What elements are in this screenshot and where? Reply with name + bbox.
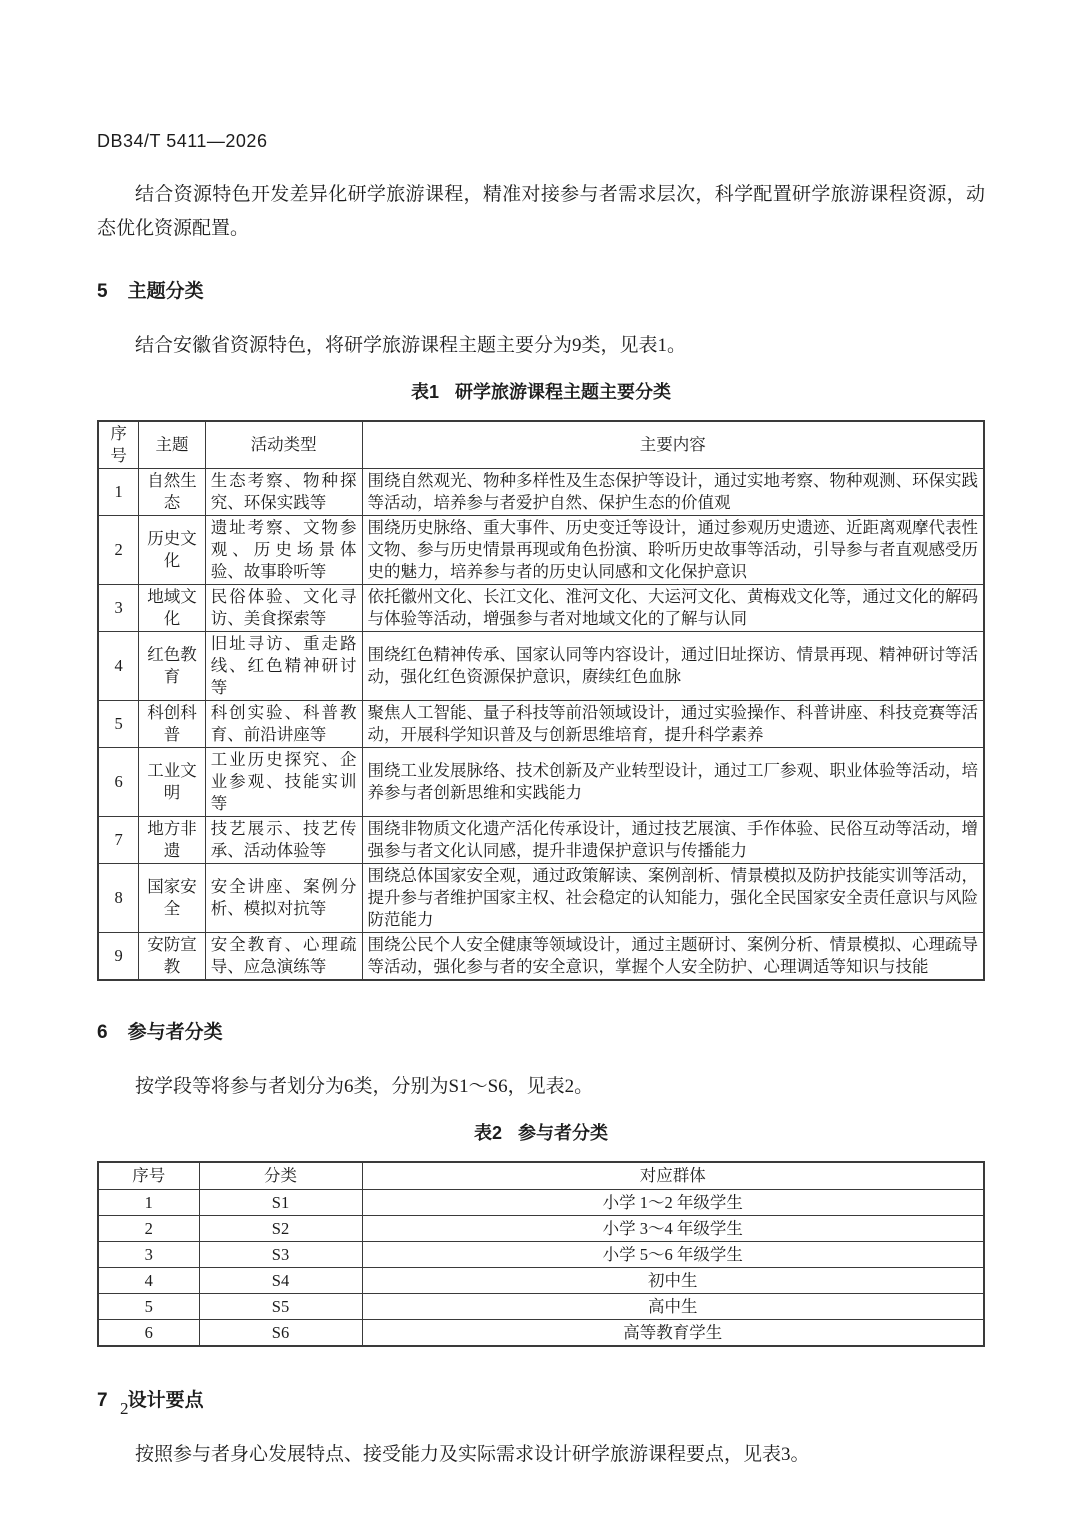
table-cell: 地域文化 xyxy=(139,585,205,632)
table-cell: 地方非遗 xyxy=(139,817,205,864)
participant-classification-table xyxy=(97,1161,985,1347)
table-cell: 历史文化 xyxy=(139,516,205,585)
table-cell: 自然生态 xyxy=(139,469,205,516)
table-row xyxy=(98,933,984,981)
table-cell: 围绕工业发展脉络、技术创新及产业转型设计，通过工厂参观、职业体验等活动，培养参与者创新思维和实践能力 xyxy=(362,748,984,817)
table-cell: 红色教育 xyxy=(139,632,205,701)
table-cell: 工业文明 xyxy=(139,748,205,817)
column-header: 分类 xyxy=(199,1162,362,1190)
table-cell: 旧址寻访、重走路线、红色精神研讨等 xyxy=(205,632,362,701)
table-cell: 依托徽州文化、长江文化、淮河文化、大运河文化、黄梅戏文化等，通过文化的解码与体验等活动，增强参与者对地域文化的了解与认同 xyxy=(362,585,984,632)
table-cell: 3 xyxy=(98,585,139,632)
table-cell: 3 xyxy=(98,1242,199,1268)
table-row xyxy=(98,1190,984,1216)
table-cell: 4 xyxy=(98,632,139,701)
table-cell: S3 xyxy=(199,1242,362,1268)
table-row xyxy=(98,585,984,632)
table-row xyxy=(98,1320,984,1347)
table-cell: 围绕历史脉络、重大事件、历史变迁等设计，通过参观历史遗迹、近距离观摩代表性文物、参与历史情景再现或角色扮演、聆听历史故事等活动，引导参与者直观感受历史的魅力，培养参与者的历史认同感和文化保护意识 xyxy=(362,516,984,585)
section-5-paragraph: 结合安徽省资源特色，将研学旅游课程主题主要分为9类，见表1。 xyxy=(135,335,687,356)
table-cell: 小学 1～2 年级学生 xyxy=(362,1190,984,1216)
table-cell: 6 xyxy=(98,1320,199,1347)
column-header: 序号 xyxy=(98,421,139,469)
table-cell: 1 xyxy=(98,469,139,516)
table-row xyxy=(98,1294,984,1320)
table-cell: 围绕总体国家安全观，通过政策解读、案例剖析、情景模拟及防护技能实训等活动，提升参与者维护国家主权、社会稳定的认知能力，强化全民国家安全责任意识与风险防范能力 xyxy=(362,864,984,933)
section-6-heading xyxy=(97,1021,985,1045)
table-cell: 1 xyxy=(98,1190,199,1216)
section-7-heading xyxy=(97,1389,985,1413)
table-cell: 8 xyxy=(98,864,139,933)
section-5-heading xyxy=(97,280,985,304)
table-cell: 民俗体验、文化寻访、美食探索等 xyxy=(205,585,362,632)
table-cell: 小学 3～4 年级学生 xyxy=(362,1216,984,1242)
table-header-row xyxy=(98,421,984,469)
table-cell: S1 xyxy=(199,1190,362,1216)
standard-number-header: DB34/T 5411—2026 xyxy=(97,131,268,151)
table-row xyxy=(98,632,984,701)
section-6-paragraph: 按学段等将参与者划分为6类，分别为S1～S6，见表2。 xyxy=(135,1076,594,1097)
table-cell: 6 xyxy=(98,748,139,817)
table-cell: 高中生 xyxy=(362,1294,984,1320)
table1-title-text: 研学旅游课程主题主要分类 xyxy=(455,382,671,402)
table-cell: S4 xyxy=(199,1268,362,1294)
table-row xyxy=(98,1216,984,1242)
table-cell: 安全教育、心理疏导、应急演练等 xyxy=(205,933,362,981)
table-cell: S6 xyxy=(199,1320,362,1347)
column-header: 对应群体 xyxy=(362,1162,984,1190)
table-row xyxy=(98,1268,984,1294)
page-number: 2 xyxy=(120,1399,129,1418)
table-cell: S2 xyxy=(199,1216,362,1242)
table-row xyxy=(98,701,984,748)
section-title: 主题分类 xyxy=(127,281,204,302)
table-row xyxy=(98,516,984,585)
table-cell: 遗址考察、文物参观、历史场景体验、故事聆听等 xyxy=(205,516,362,585)
column-header: 主题 xyxy=(139,421,205,469)
table-row xyxy=(98,864,984,933)
table-cell: 科创实验、科普教育、前沿讲座等 xyxy=(205,701,362,748)
section-number: 7 xyxy=(97,1390,108,1411)
table-cell: 工业历史探究、企业参观、技能实训等 xyxy=(205,748,362,817)
table-cell: 围绕自然观光、物种多样性及生态保护等设计，通过实地考察、物种观测、环保实践等活动，培养参与者爱护自然、保护生态的价值观 xyxy=(362,469,984,516)
table-cell: 国家安全 xyxy=(139,864,205,933)
table-cell: 小学 5～6 年级学生 xyxy=(362,1242,984,1268)
table2-label: 表2 xyxy=(473,1123,502,1143)
table-cell: 5 xyxy=(98,1294,199,1320)
table2-title-text: 参与者分类 xyxy=(518,1123,608,1143)
table-cell: 技艺展示、技艺传承、活动体验等 xyxy=(205,817,362,864)
table-cell: 9 xyxy=(98,933,139,981)
table-cell: 7 xyxy=(98,817,139,864)
table-cell: 安全讲座、案例分析、模拟对抗等 xyxy=(205,864,362,933)
table-cell: 2 xyxy=(98,1216,199,1242)
section-title: 参与者分类 xyxy=(127,1022,223,1043)
table-cell: 生态考察、物种探究、环保实践等 xyxy=(205,469,362,516)
table-cell: 聚焦人工智能、量子科技等前沿领域设计，通过实验操作、科普讲座、科技竞赛等活动，开展科学知识普及与创新思维培育，提升科学素养 xyxy=(362,701,984,748)
table-row xyxy=(98,748,984,817)
table-cell: 5 xyxy=(98,701,139,748)
table-row xyxy=(98,817,984,864)
column-header: 序号 xyxy=(98,1162,199,1190)
table-cell: 围绕公民个人安全健康等领域设计，通过主题研讨、案例分析、情景模拟、心理疏导等活动，强化参与者的安全意识，掌握个人安全防护、心理调适等知识与技能 xyxy=(362,933,984,981)
table1-label: 表1 xyxy=(410,382,439,402)
section-number: 6 xyxy=(97,1022,108,1043)
section-title: 设计要点 xyxy=(127,1390,204,1411)
table1-title xyxy=(97,380,985,404)
table-row xyxy=(98,1242,984,1268)
table-cell: 初中生 xyxy=(362,1268,984,1294)
table-cell: S5 xyxy=(199,1294,362,1320)
column-header: 活动类型 xyxy=(205,421,362,469)
table-header-row xyxy=(98,1162,984,1190)
section-number: 5 xyxy=(97,281,108,302)
table-cell: 高等教育学生 xyxy=(362,1320,984,1347)
table-row xyxy=(98,469,984,516)
table-cell: 科创科普 xyxy=(139,701,205,748)
table2-title xyxy=(97,1121,985,1145)
table-cell: 围绕红色精神传承、国家认同等内容设计，通过旧址探访、情景再现、精神研讨等活动，强化红色资源保护意识，赓续红色血脉 xyxy=(362,632,984,701)
section-7-paragraph: 按照参与者身心发展特点、接受能力及实际需求设计研学旅游课程要点，见表3。 xyxy=(135,1444,810,1465)
table-cell: 4 xyxy=(98,1268,199,1294)
table-cell: 2 xyxy=(98,516,139,585)
intro-paragraph: 结合资源特色开发差异化研学旅游课程，精准对接参与者需求层次，科学配置研学旅游课程资源，动态优化资源配置。 xyxy=(97,184,985,239)
column-header: 主要内容 xyxy=(362,421,984,469)
table-cell: 围绕非物质文化遗产活化传承设计，通过技艺展演、手作体验、民俗互动等活动，增强参与者文化认同感，提升非遗保护意识与传播能力 xyxy=(362,817,984,864)
theme-classification-table xyxy=(97,420,985,981)
table-cell: 安防宣教 xyxy=(139,933,205,981)
